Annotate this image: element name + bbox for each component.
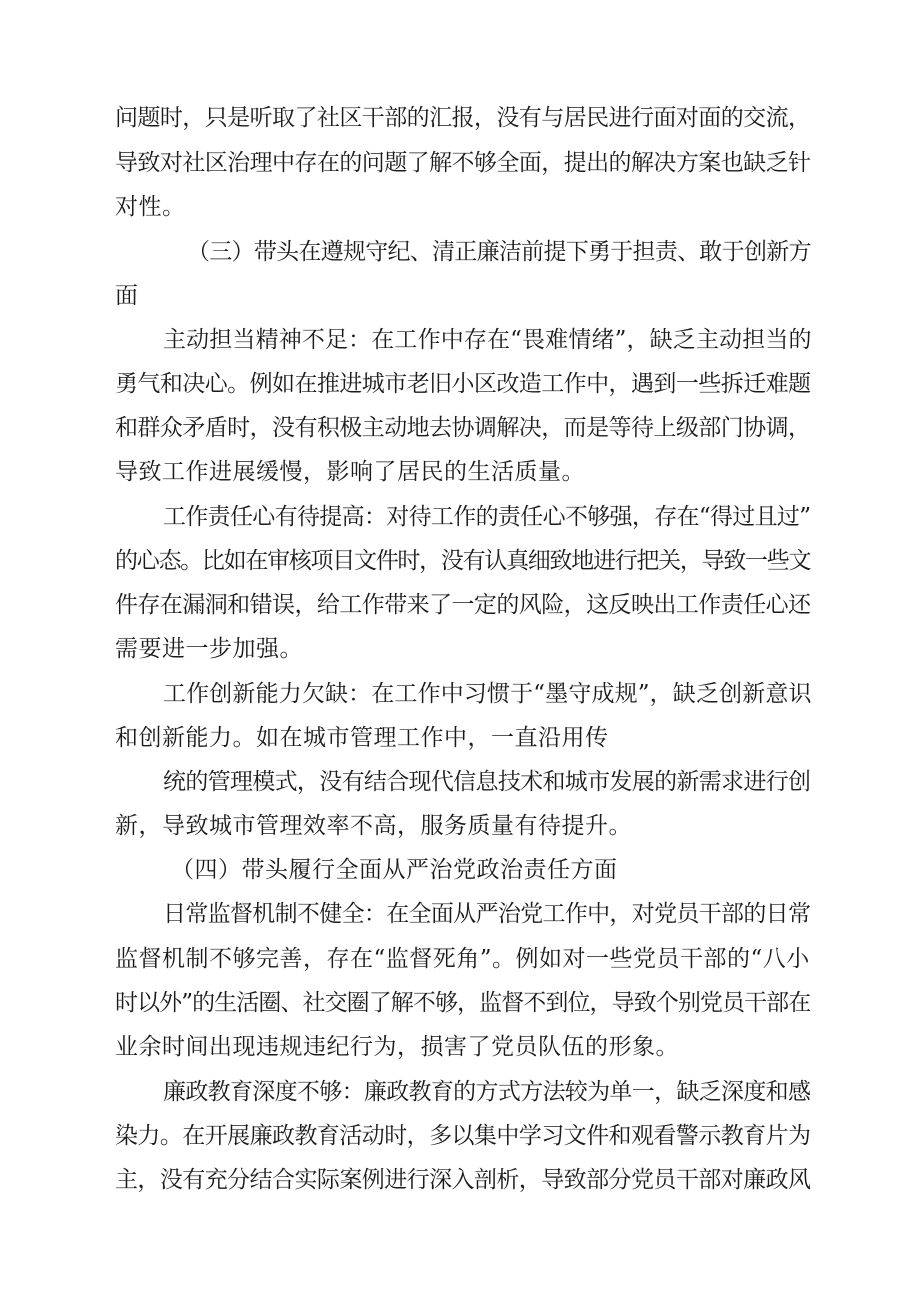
section-heading: （四）带头履行全面从严治党政治责任方面 xyxy=(171,857,618,883)
text-line: 主动担当精神不足：在工作中存在“畏难情绪”，缺乏主动担当的 xyxy=(163,327,812,353)
text-line: 和群众矛盾时，没有积极主动地去协调解决，而是等待上级部门协调， xyxy=(115,415,811,441)
text-line: 主，没有充分结合实际案例进行深入剖析，导致部分党员干部对廉政风 xyxy=(115,1167,811,1193)
text-line: 导致对社区治理中存在的问题了解不够全面，提出的解决方案也缺乏针 xyxy=(115,150,811,176)
text-line: 监督机制不够完善，存在“监督死角”。例如对一些党员干部的“八小 xyxy=(115,946,810,972)
text-line: 对性。 xyxy=(115,194,186,220)
text-line: 件存在漏洞和错误，给工作带来了一定的风险，这反映出工作责任心还 xyxy=(115,592,811,618)
text-line: 的心态。比如在审核项目文件时，没有认真细致地进行把关，导致一些文 xyxy=(115,548,811,574)
text-line: 和创新能力。如在城市管理工作中，一直沿用传 xyxy=(115,725,609,751)
text-line: 需要进一步加强。 xyxy=(115,636,303,662)
text-line: 染力。在开展廉政教育活动时，多以集中学习文件和观看警示教育片为 xyxy=(115,1123,811,1149)
text-line: 廉政教育深度不够：廉政教育的方式方法较为单一，缺乏深度和感 xyxy=(163,1079,811,1105)
text-line: 时以外”的生活圈、社交圈了解不够，监督不到位，导致个别党员干部在 xyxy=(115,990,811,1016)
section-heading-cont: 面 xyxy=(115,283,139,309)
text-line: 日常监督机制不健全：在全面从严治党工作中，对党员干部的日常 xyxy=(163,901,811,927)
text-line: 导致工作进展缓慢，影响了居民的生活质量。 xyxy=(115,459,585,485)
text-line: 勇气和决心。例如在推进城市老旧小区改造工作中，遇到一些拆迁难题 xyxy=(115,371,811,397)
text-line: 新，导致城市管理效率不高，服务质量有待提升。 xyxy=(115,813,632,839)
text-line: 工作创新能力欠缺：在工作中习惯于“墨守成规”，缺乏创新意识 xyxy=(163,681,812,707)
text-line: 统的管理模式，没有结合现代信息技术和城市发展的新需求进行创 xyxy=(163,769,811,795)
section-heading: （三）带头在遵规守纪、清正廉洁前提下勇于担责、敢于创新方 xyxy=(187,239,811,265)
text-line: 工作责任心有待提高：对待工作的责任心不够强，存在“得过且过” xyxy=(163,504,811,530)
text-line: 业余时间出现违规违纪行为，损害了党员队伍的形象。 xyxy=(115,1034,679,1060)
text-line: 问题时，只是听取了社区干部的汇报，没有与居民进行面对面的交流， xyxy=(115,105,811,131)
